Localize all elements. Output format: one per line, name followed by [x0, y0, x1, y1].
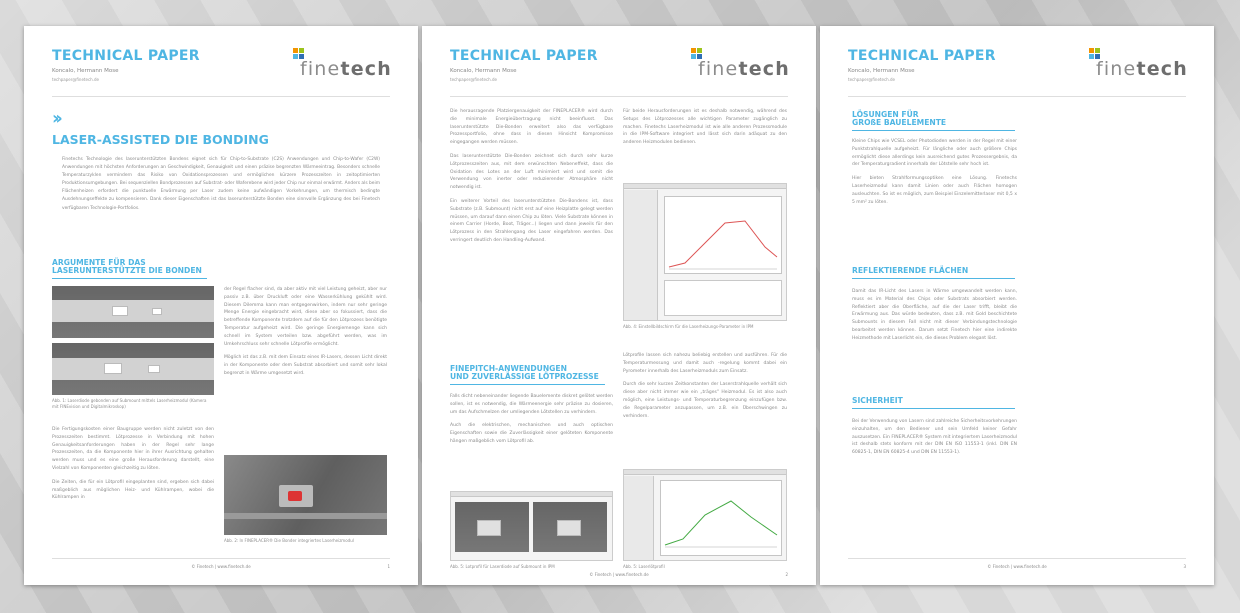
paragraph-process-time: Das laserunterstützte Die-Bonden zeichnet sich durch sehr kurze Lötprozesszeiten aus, mit dem erwünschten Nebeneffekt, dass die Oxidation des Lotes an der Luft minimiert wird und somit die Verwendung von inerter oder reduzierender Atmosphäre nicht notwendig ist.: [450, 153, 613, 191]
section-heading-reflective: REFLEKTIERENDE FLÄCHEN: [852, 267, 1015, 279]
left-column-text: [450, 108, 613, 251]
logo-text-light: fine: [299, 58, 341, 80]
figure-5-caption: Abb. 5: Lotprofil für Laserdiode auf Submount in IPM: [450, 564, 555, 569]
left-column-text: [52, 426, 214, 508]
logo-text-bold: tech: [1136, 58, 1188, 80]
footer-copyright: © Finetech | www.finetech.de: [987, 564, 1047, 569]
right-column-text: [224, 286, 387, 384]
paragraph-substrates: Ein weiterer Vorteil des laserunterstützten Die-Bondens ist, dass Substrate (z.B. Submount) nicht erst auf eine Heizplatte gelegt werden müssen, um darauf dann einen Chip zu löten. Viele Substrate können in einem Carrier (Horde, Boot, Träger...) liegen und dann jeweils für den Lötprozess in den Strahlengang des Laser eingefahren werden. Das verringert deutlich den Handling-Aufwand.: [450, 198, 613, 243]
paragraph-placement: Die herausragende Platziergenauigkeit der FINEPLACER® wird durch die minimale Energieübertragung nicht beeinflusst. Das laserunterstützte Die-Bonden erweitert also das verfügbare Prozessportfolio, ohne dass in diesen Hinsicht Kompromisse eingegangen werden müssen.: [450, 109, 613, 146]
page-number: 2: [785, 572, 788, 577]
figure-2-caption: Abb. 2: In FINEPLACER® Die Bonder integriertes Laserheizmodul: [224, 538, 354, 543]
section-heading-finepitch: FINEPITCH-ANWENDUNGEN UND ZUVERLÄSSIGE LÖTPROZESSE: [450, 365, 605, 385]
right-column-paragraph-2: Möglich ist das z.B. mit dem Einsatz eines IR-Lasers, dessen Licht direkt in der Komponente oder dem Substrat absorbiert und somit sehr lokal begrenzt in Wärme umgesetzt wird.: [224, 355, 387, 376]
camera-image-bottom: [52, 343, 214, 395]
camera-image-top: [52, 286, 214, 338]
header-divider: [848, 96, 1186, 97]
page-number: 1: [387, 564, 390, 569]
left-column-text-2: [450, 393, 613, 452]
right-column-paragraph-1: der Regel flacher sind, da aber aktiv mit viel Leistung geheizt, aber nur passiv z.B. über Druckluft oder eine Wasserkühlung gekühlt wird. Diesem Dilemma kann man entgegenwirken, indem nur sehr geringe Menge Energie eingebracht wird, diese aber so fokussiert, dass die betreffende Komponente trotzdem auf die für den Lötprozess benötigte Temperatur aufgeheizt wird. Die geringe Energiemenge kann sich schnell im System verteilen bzw. abgeführt werden, was im Umkehrschluss sehr schnelle Lötprofile ermöglicht.: [224, 287, 387, 347]
logo-text-bold: tech: [738, 58, 790, 80]
right-column-text: [623, 108, 787, 153]
figure-1-caption: Abb. 1: Laserdiode gebonden auf Submount mittels Laserheizmodul (Kamera mit FINEvision und Digitalmikroskop): [52, 398, 207, 409]
safety-text: [852, 418, 1017, 463]
header-email: techpaper@finetech.de: [52, 77, 99, 82]
header-title: TECHNICAL PAPER: [450, 48, 598, 64]
paragraph-small-chips: Kleine Chips wie VCSEL oder Photodioden werden in der Regel mit einer Punktstrahlquelle aufgeheizt. Für längliche oder auch größere Chips ermöglicht diese allerdings kein ausreichend gutes Prozessergebnis, da der Temperaturgradient innerhalb der Lötstelle sehr hoch ist.: [852, 139, 1017, 168]
software-screenshot-lotprofil: [450, 491, 613, 561]
chevron-icon: ››: [52, 108, 59, 129]
header-authors: Koncalo, Hermann Mose: [848, 68, 915, 74]
header-authors: Koncalo, Hermann Mose: [450, 68, 517, 74]
finetech-logo: [282, 46, 392, 80]
paragraph-safety: Bei der Verwendung von Lasern sind zahlreiche Sicherheitsvorkehrungen einzuhalten, um den Bediener und sein Umfeld keiner Gefahr auszusetzen. Ein FINEPLACER® System mit integriertem Laserheizmodul ist deshalb stets konform mit der DIN EN ISO 11553-1 (inkl. DIN EN 60825-1, DIN EN 60825-4 und DIN EN 11553-1).: [852, 419, 1017, 456]
finetech-logo: [680, 46, 790, 80]
section-heading-safety: SICHERHEIT: [852, 397, 1015, 409]
header-title: TECHNICAL PAPER: [52, 48, 200, 64]
paper-page-2: [422, 26, 816, 585]
page-number: 3: [1183, 564, 1186, 569]
intro-paragraph: Finetechs Technologie des laserunterstützten Bondens eignet sich für Chip-to-Substrate (C2S) Anwendungen und Chip-to-Wafer (C2W) Anwendungen mit höchsten Anforderungen an Geschwindigkeit, Genauigkeit und einen präzise begrenzten Wärmeeintrag. Besonders schnelle Temperaturzyklen vermindern das Risiko von Oxidationsprozessen und ermöglichen kürzere Prozesszeiten in zeitoptimierten Produktionsumgebungen. Bei sequenziellen Bondprozessen auf Substrat- oder Waferebene wird jeder Chip nur einmal erwärmt. Anders als beim Flächenheizen erfordert die punktuelle Erwärmung per Laser zudem keine aufwändigen Vorkehrungen, um thermisch bedingte Ausdehnungseffekte zu kompensieren. Dank dieser Eigenschaften ist das laserunterstützte Bonden eine sinnvolle Ergänzung des bei Finetech verfügbaren Technologie-Portfolios.: [62, 157, 380, 211]
header-title: TECHNICAL PAPER: [848, 48, 996, 64]
paragraph-finepitch: Falls dicht nebeneinander liegende Bauelemente diskret gelötet werden sollen, ist es notwendig, die Wärmeenergie sehr präzise zu dosieren, um das Aufschmelzen der umliegenden Lötstellen zu verhindern.: [450, 394, 613, 415]
page-title: LASER-ASSISTED DIE BONDING: [52, 132, 269, 147]
software-screenshot-laserlotprofil: [623, 469, 787, 561]
paper-page-1: [24, 26, 418, 585]
footer-divider: [848, 558, 1186, 559]
header-divider: [52, 96, 390, 97]
left-column-paragraph-2: Die Zeiten, die für ein Lötprofil eingeplanten sind, ergeben sich dabei maßgeblich aus möglichen Heiz- und Kühlrampen, wobei die Kühlrampen in: [52, 479, 214, 501]
logo-text-light: fine: [1095, 58, 1137, 80]
software-screenshot-laser-parameters: [623, 183, 787, 321]
section-heading-large-components: LÖSUNGEN FÜR GROßE BAUELEMENTE: [852, 111, 1015, 131]
figure-4-caption: Abb. 4: Einstellbildschirm für die Laserheizungs-Parameter in IPM: [623, 324, 754, 329]
footer-copyright: © Finetech | www.finetech.de: [191, 564, 251, 569]
header-divider: [450, 96, 788, 97]
paragraph-time-constants: Durch die sehr kurzen Zeitkonstanten der Laserstrahlquelle verhält sich diese aber nicht immer wie ein „träges" Heizmodul. Es ist also auch möglich, eine Leistungs- und Temperaturbegrenzung einzufügen bzw. die Regelparameter anzupassen, um z.B. ein Überschwingen zu verhindern.: [623, 382, 787, 419]
figure-6-caption: Abb. 5: Laserlötprofil: [623, 564, 665, 569]
footer-copyright: © Finetech | www.finetech.de: [589, 572, 649, 577]
header-email: techpaper@finetech.de: [450, 77, 497, 82]
section-heading-arguments: ARGUMENTE FÜR DAS LASERUNTERSTÜTZTE DIE BONDEN: [52, 259, 207, 279]
laser-profile-graphic: [661, 481, 781, 555]
header-authors: Koncalo, Hermann Mose: [52, 68, 119, 74]
footer-divider: [52, 558, 390, 559]
paragraph-profiles: Lötprofile lassen sich nahezu beliebig erstellen und ausführen. Für die Temperaturmessung und damit auch -regelung kommt dabei ein Pyrometer innerhalb des Laserheizmoduls zum Einsatz.: [623, 353, 787, 374]
right-column-text-2: [623, 352, 787, 426]
laser-module-photo: [224, 455, 387, 535]
temperature-curve-graphic: [665, 197, 781, 273]
logo-text-bold: tech: [340, 58, 392, 80]
paragraph-beam-shaping: Hier bieten Strahlformungsoptiken eine Lösung. Finetechs Laserheizmodul kann damit Linien oder auch Flächen homogen ausleuchten. So ist es möglich, zum Beispiel Einzelemitterlaser mit 0,5 x 5 mm² zu löten.: [852, 176, 1017, 205]
logo-text-light: fine: [697, 58, 739, 80]
finetech-logo: [1078, 46, 1188, 80]
paragraph-challenges: Für beide Herausforderungen ist es deshalb notwendig, während des Setups des Lötprozesses alle wichtigen Parameter zugänglich zu machen. Finetechs Laserheizmodul ist wie alle anderen Prozessmodule in die IPM-Software integriert und lässt sich darin adäquat zu den anderen Heizmodulen bedienen.: [623, 109, 787, 146]
paper-page-3: [820, 26, 1214, 585]
large-components-text: [852, 138, 1017, 212]
header-email: techpaper@finetech.de: [848, 77, 895, 82]
left-column-paragraph-1: Die Fertigungskosten einer Baugruppe werden nicht zuletzt von den Prozesszeiten bestimmt. Lötprozesse in Verbindung mit hohen Genauigkeitsanforderungen haben in der Regel sehr lange Prozesszeiten, da die Komponente hier in ihrer Ausrichtung gehalten werden muss und es eine große Herausforderung darstellt, eine Vielzahl von Komponenten gleichzeitig zu löten.: [52, 427, 214, 471]
reflective-text: [852, 288, 1017, 349]
paragraph-reflective: Damit das IR-Licht des Lasers in Wärme umgewandelt werden kann, muss es im Material des Chips oder Substrats absorbiert werden. Reflektiert aber die Oberfläche, auf die der Laser trifft, bleibt die Erwärmung aus. Das würde bedeuten, dass z.B. mit Gold beschichtete Submounts in diesem Fall nicht mit dieser Verbindungstechnologie bearbeitet werden können. Darum setzt Finetech hier eine indirekte Heizmethode mit Laserlicht ein, die dieses Problem elegant löst.: [852, 289, 1017, 341]
paragraph-properties: Auch die elektrischen, mechanischen und auch optischen Eigenschaften sowie die Zuverlässigkeit einer gelöteten Komponente hängen maßgeblich vom Lötprofil ab.: [450, 423, 613, 444]
